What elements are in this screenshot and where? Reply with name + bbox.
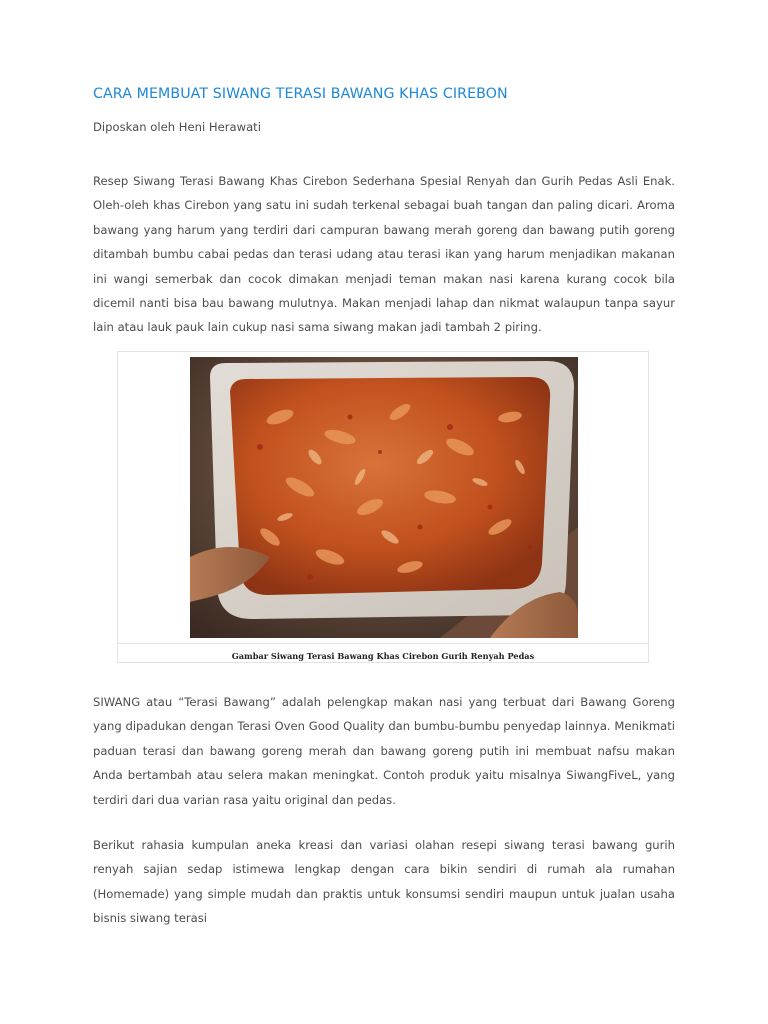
- paragraph-intro: Resep Siwang Terasi Bawang Khas Cirebon Sederhana Spesial Renyah dan Gurih Pedas Asli Enak. Oleh-oleh khas Cirebon yang satu ini sudah terkenal sebagai buah tangan dan paling dicari. Aroma bawang yang harum yang terdiri dari campuran bawang merah goreng dan bawang putih goreng ditambah bumbu cabai pedas dan terasi udang atau terasi ikan yang harum menjadikan makanan ini wangi semerbak dan cocok dimakan menjadi teman makan nasi karena kurang cocok bila dicemil nanti bisa bau bawang mulutnya. Makan menjadi lahap dan nikmat walaupun tanpa sayur lain atau lauk pauk lain cukup nasi sama siwang makan jadi tambah 2 piring.: [93, 174, 675, 335]
- post-title[interactable]: CARA MEMBUAT SIWANG TERASI BAWANG KHAS CIREBON: [93, 86, 508, 102]
- siwang-photo: [190, 357, 578, 638]
- figure-caption-row: [118, 643, 648, 663]
- post-byline: Diposkan oleh Heni Herawati: [93, 120, 261, 134]
- figure: [117, 351, 649, 663]
- figure-caption: Gambar Siwang Terasi Bawang Khas Cirebon Gurih Renyah Pedas: [231, 651, 535, 661]
- paragraph-definition: SIWANG atau “Terasi Bawang” adalah pelengkap makan nasi yang terbuat dari Bawang Goreng yang dipadukan dengan Terasi Oven Good Quality dan bumbu-bumbu penyedap lainnya. Menikmati paduan terasi dan bawang goreng merah dan bawang goreng putih ini membuat nafsu makan Anda bertambah atau selera makan meningkat. Contoh produk yaitu misalnya SiwangFiveL, yang terdiri dari dua varian rasa yaitu original dan pedas.: [93, 695, 675, 807]
- paragraph-recipes: Berikut rahasia kumpulan aneka kreasi dan variasi olahan resepi siwang terasi bawang gurih renyah sajian sedap istimewa lengkap dengan cara bikin sendiri di rumah ala rumahan (Homemade) yang simple mudah dan praktis untuk konsumsi sendiri maupun untuk jualan usaha bisnis siwang terasi: [93, 838, 675, 926]
